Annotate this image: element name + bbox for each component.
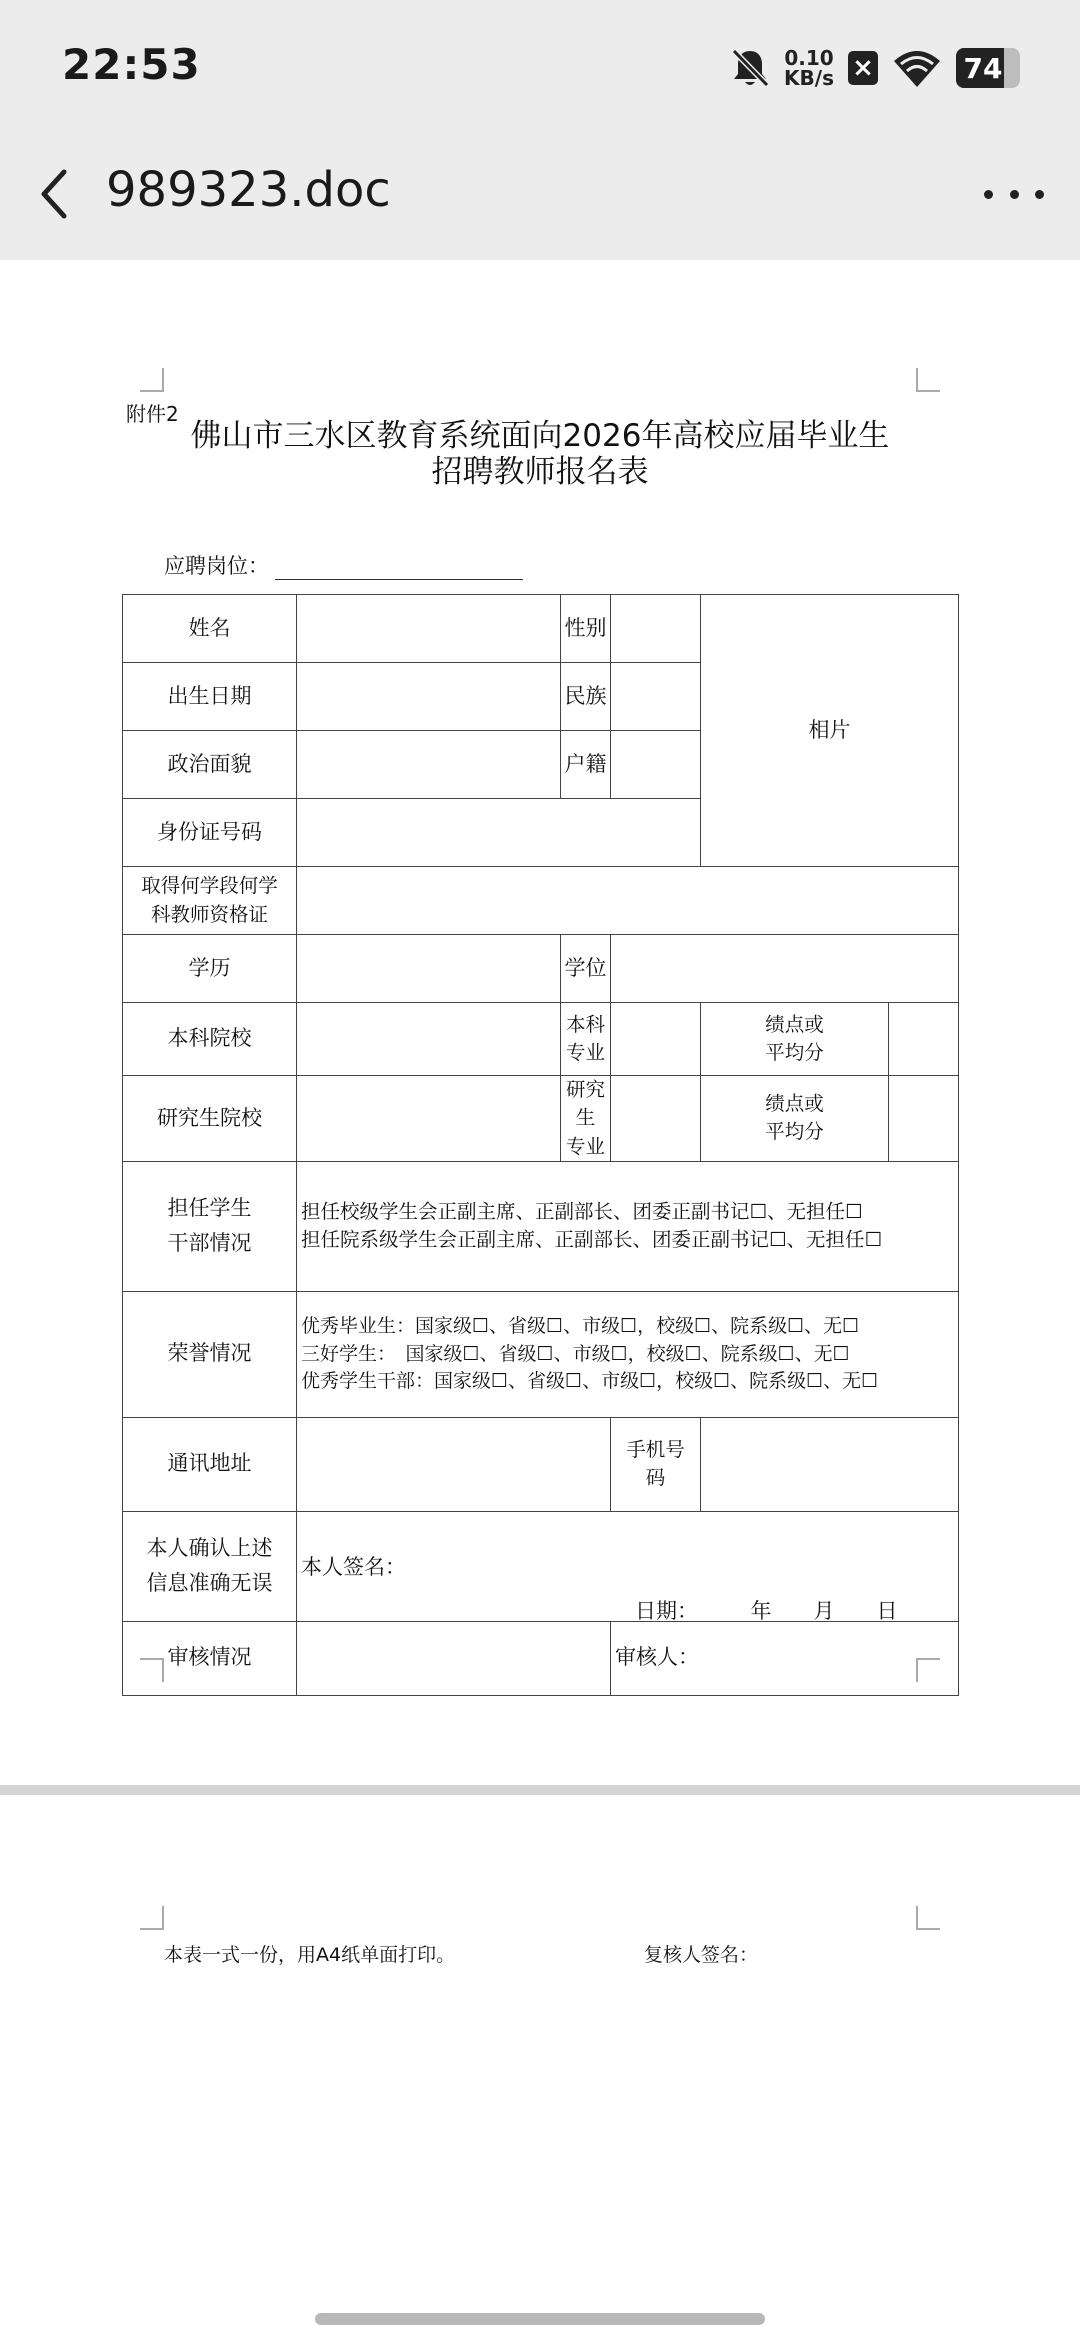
page-separator — [0, 1785, 1080, 1795]
sim-off-icon: × — [848, 51, 878, 85]
cadre-label — [123, 1161, 297, 1291]
confirm-label — [123, 1511, 297, 1621]
status-bar — [0, 0, 1080, 130]
cadre-department-option: 担任院系级学生会正副主席、正副部长、团委正副书记☐、无担任☐ — [301, 1228, 882, 1252]
confirm-label-line2: 信息准确无误 — [146, 1571, 273, 1596]
id-number-label: 身份证号码 — [123, 799, 297, 867]
honor-label: 荣誉情况 — [123, 1291, 297, 1417]
cadre-label-line1: 担任学生 — [167, 1195, 252, 1220]
cadre-options — [297, 1161, 959, 1291]
page-corner-mark — [916, 368, 940, 392]
undergrad-gpa-line2: 平均分 — [765, 1041, 824, 1064]
rechecker-signature-label: 复核人签名： — [644, 1944, 759, 1966]
undergrad-school-label: 本科院校 — [123, 1003, 297, 1076]
form-title-line1: 佛山市三水区教育系统面向2026年高校应届毕业生 — [190, 418, 890, 454]
more-options-icon[interactable] — [984, 174, 1044, 214]
birth-date-cell — [297, 663, 561, 731]
gender-cell — [611, 595, 701, 663]
battery-level: 74 — [963, 51, 1003, 85]
undergrad-major-line2: 专业 — [565, 1041, 605, 1064]
document-view[interactable] — [0, 260, 1080, 2345]
address-label: 通讯地址 — [123, 1417, 297, 1511]
status-time: 22:53 — [62, 40, 201, 89]
education-cell — [297, 935, 561, 1003]
form-title-line2: 招聘教师报名表 — [431, 454, 649, 490]
wifi-icon — [892, 47, 942, 89]
degree-cell — [611, 935, 959, 1003]
cadre-school-option: 担任校级学生会正副主席、正副部长、团委正副书记☐、无担任☐ — [301, 1200, 863, 1224]
app-bar — [0, 130, 1080, 260]
teacher-cert-cell — [297, 867, 959, 935]
undergrad-major-label — [561, 1003, 611, 1076]
signature-label: 本人签名： — [301, 1554, 406, 1579]
education-label: 学历 — [123, 935, 297, 1003]
page-corner-mark — [916, 1658, 940, 1682]
review-cell — [297, 1621, 611, 1695]
signature-cell — [297, 1511, 959, 1621]
phone-cell — [701, 1417, 959, 1511]
grad-major-line1: 研究生 — [565, 1078, 605, 1130]
bell-muted-icon — [730, 47, 770, 89]
hukou-label: 户籍 — [561, 731, 611, 799]
network-speed-value: 0.10 — [784, 46, 834, 70]
position-blank — [275, 559, 523, 580]
honor-cadre-option: 优秀学生干部：国家级☐、省级☐、市级☐，校级☐、院系级☐、无☐ — [301, 1370, 879, 1393]
grad-gpa-label — [701, 1076, 889, 1162]
page-corner-mark — [140, 1906, 164, 1930]
grad-major-cell — [611, 1076, 701, 1162]
attachment-label: 附件2 — [126, 402, 179, 426]
honor-options — [297, 1291, 959, 1417]
document-title: 989323.doc — [106, 162, 391, 218]
grad-major-line2: 专业 — [565, 1134, 605, 1158]
page-corner-mark — [140, 368, 164, 392]
ethnicity-label: 民族 — [561, 663, 611, 731]
page-corner-mark — [140, 1658, 164, 1682]
network-speed — [784, 48, 834, 88]
confirm-label-line1: 本人确认上述 — [146, 1535, 273, 1560]
form-title — [150, 418, 930, 490]
cadre-label-line2: 干部情况 — [167, 1231, 252, 1256]
phone-label-line2: 码 — [645, 1466, 666, 1490]
birth-date-label: 出生日期 — [123, 663, 297, 731]
status-icons — [730, 44, 1020, 92]
ethnicity-cell — [611, 663, 701, 731]
page-corner-mark — [916, 1906, 940, 1930]
teacher-cert-label-line1: 取得何学段何学 — [141, 874, 278, 898]
name-cell — [297, 595, 561, 663]
review-label: 审核情况 — [123, 1621, 297, 1695]
degree-label: 学位 — [561, 935, 611, 1003]
phone-label-line1: 手机号 — [626, 1438, 685, 1462]
registration-table — [122, 594, 959, 1696]
undergrad-major-cell — [611, 1003, 701, 1076]
address-cell — [297, 1417, 611, 1511]
teacher-cert-label — [123, 867, 297, 935]
home-indicator[interactable] — [315, 2313, 765, 2325]
grad-school-cell — [297, 1076, 561, 1162]
reviewer-label: 审核人： — [611, 1621, 959, 1695]
grad-school-label: 研究生院校 — [123, 1076, 297, 1162]
date-label: 日期： 年 月 日 — [635, 1598, 898, 1623]
grad-major-label — [561, 1076, 611, 1162]
honor-graduate-option: 优秀毕业生：国家级☐、省级☐、市级☐，校级☐、院系级☐、无☐ — [301, 1314, 860, 1337]
phone-label — [611, 1417, 701, 1511]
gender-label: 性别 — [561, 595, 611, 663]
undergrad-school-cell — [297, 1003, 561, 1076]
position-label: 应聘岗位： — [164, 554, 269, 578]
print-note: 本表一式一份，用A4纸单面打印。 — [164, 1944, 456, 1966]
position-field — [164, 550, 523, 580]
hukou-cell — [611, 731, 701, 799]
honor-merit-student-option: 三好学生： 国家级☐、省级☐、市级☐，校级☐、院系级☐、无☐ — [301, 1342, 850, 1365]
political-cell — [297, 731, 561, 799]
id-number-cell — [297, 799, 701, 867]
teacher-cert-label-line2: 科教师资格证 — [150, 902, 268, 926]
name-label: 姓名 — [123, 595, 297, 663]
back-arrow-icon[interactable] — [30, 164, 90, 224]
undergrad-gpa-line1: 绩点或 — [765, 1012, 824, 1036]
undergrad-gpa-cell — [889, 1003, 959, 1076]
grad-gpa-cell — [889, 1076, 959, 1162]
network-speed-unit: KB/s — [784, 66, 834, 90]
grad-gpa-line1: 绩点或 — [765, 1092, 824, 1116]
battery-icon — [956, 48, 1020, 88]
photo-cell: 相片 — [701, 595, 959, 867]
undergrad-major-line1: 本科 — [565, 1012, 605, 1036]
undergrad-gpa-label — [701, 1003, 889, 1076]
grad-gpa-line2: 平均分 — [765, 1120, 824, 1144]
political-label: 政治面貌 — [123, 731, 297, 799]
